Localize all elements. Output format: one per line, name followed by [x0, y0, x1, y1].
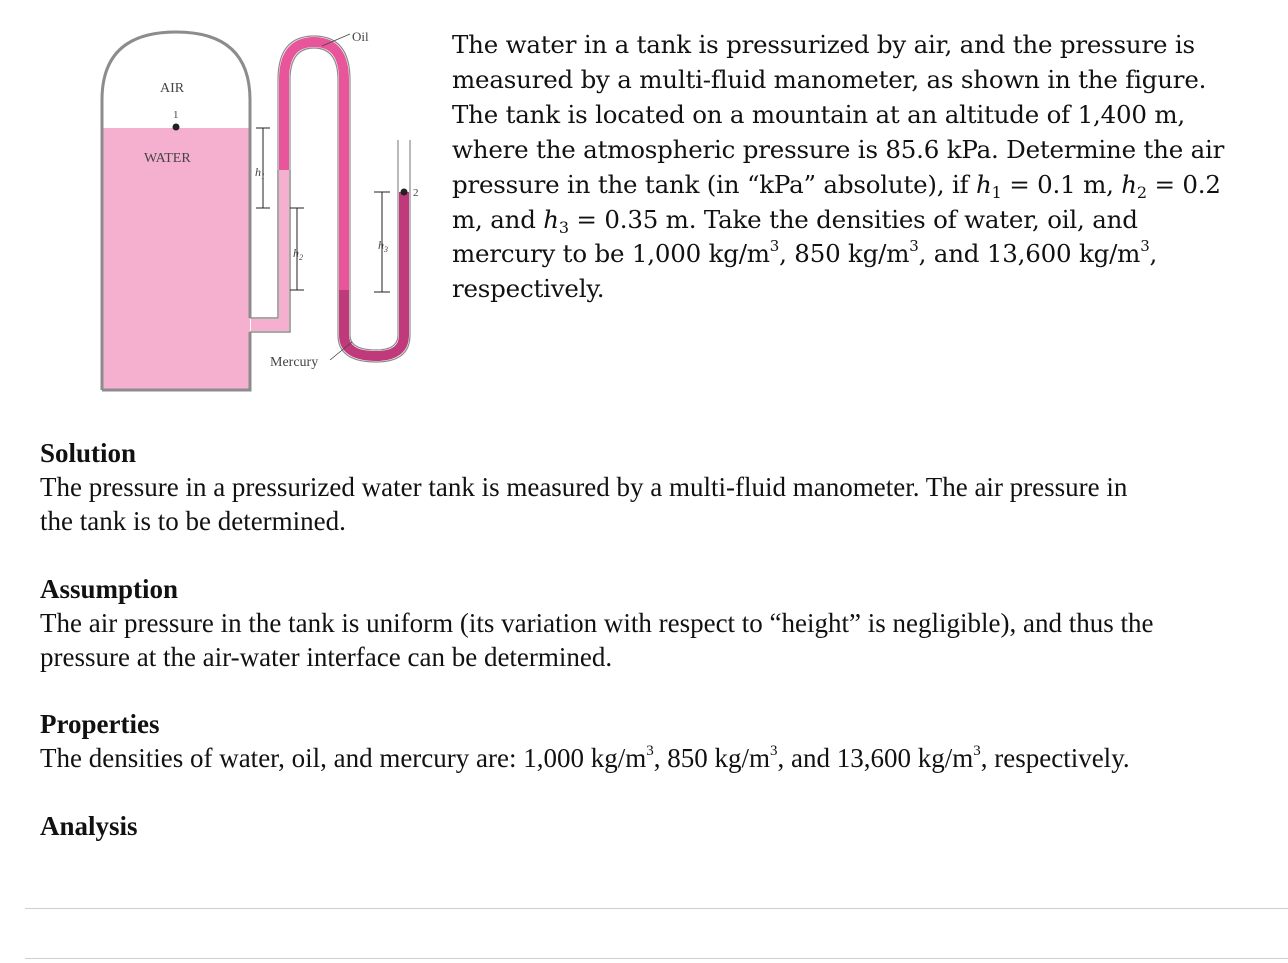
manometer-figure — [90, 20, 435, 400]
label-oil: Oil — [352, 29, 369, 44]
problem-line: m, and $h_3 = 0.35$ m. Take the densities of water, oil, and — [452, 204, 1138, 237]
problem-line: The water in a tank is pressurized by air, and the pressure is — [452, 30, 1195, 59]
problem-line: measured by a multi-fluid manometer, as shown in the figure. — [452, 64, 1207, 94]
analysis-section — [40, 809, 1270, 843]
assumption-section — [40, 572, 1270, 674]
analysis-heading: Analysis — [40, 811, 138, 841]
water-region — [102, 128, 250, 390]
problem-line: pressure in the tank (in “kPa” absolute), if $h_1 = 0.1$ m, $h_2 = 0.2$ — [452, 169, 1221, 202]
label-mercury: Mercury — [270, 355, 319, 370]
divider-line — [25, 958, 1288, 959]
solution-text-line: The pressure in a pressurized water tank is measured by a multi-fluid manometer. The air pressure in — [40, 472, 1128, 502]
point-1-marker — [173, 124, 180, 131]
mercury-column — [344, 192, 404, 356]
label-h2: $h_2$ — [293, 246, 303, 262]
manometer-diagram — [90, 20, 435, 400]
problem-line: respectively. — [452, 274, 605, 304]
properties-heading: Properties — [40, 709, 160, 739]
label-air: AIR — [160, 81, 185, 96]
problem-line: where the atmospheric pressure is 85.6 kPa. Determine the air — [452, 134, 1225, 164]
problem-line: The tank is located on a mountain at an altitude of 1,400 m, — [452, 99, 1185, 129]
assumption-text-line: pressure at the air-water interface can be determined. — [40, 642, 613, 672]
divider-line — [25, 908, 1288, 909]
point-2-marker — [401, 189, 408, 196]
assumption-text-line: The air pressure in the tank is uniform (its variation with respect to “height” is negligible), and thus the — [40, 608, 1154, 638]
properties-text: The densities of water, oil, and mercury are: 1,000 $kg/m^3$, 850 $kg/m^3$, and 13,600 $kg/m^3$, respectively. — [40, 743, 1130, 773]
solution-section — [40, 436, 1270, 538]
label-h1: $h_1$ — [255, 165, 265, 181]
label-point-2: 2 — [413, 187, 419, 199]
assumption-heading: Assumption — [40, 574, 179, 604]
label-h3: $h_3$ — [378, 238, 388, 254]
solution-text-line: the tank is to be determined. — [40, 506, 346, 536]
solution-heading: Solution — [40, 438, 137, 468]
problem-statement — [452, 28, 1252, 307]
label-point-1: 1 — [173, 109, 179, 121]
properties-section — [40, 707, 1270, 775]
problem-line: mercury to be 1,000 $kg/m^3$, 850 $kg/m^3$, and 13,600 $kg/m^3$, — [452, 237, 1158, 269]
label-water: WATER — [144, 151, 191, 166]
tube-riser-water — [279, 170, 289, 322]
